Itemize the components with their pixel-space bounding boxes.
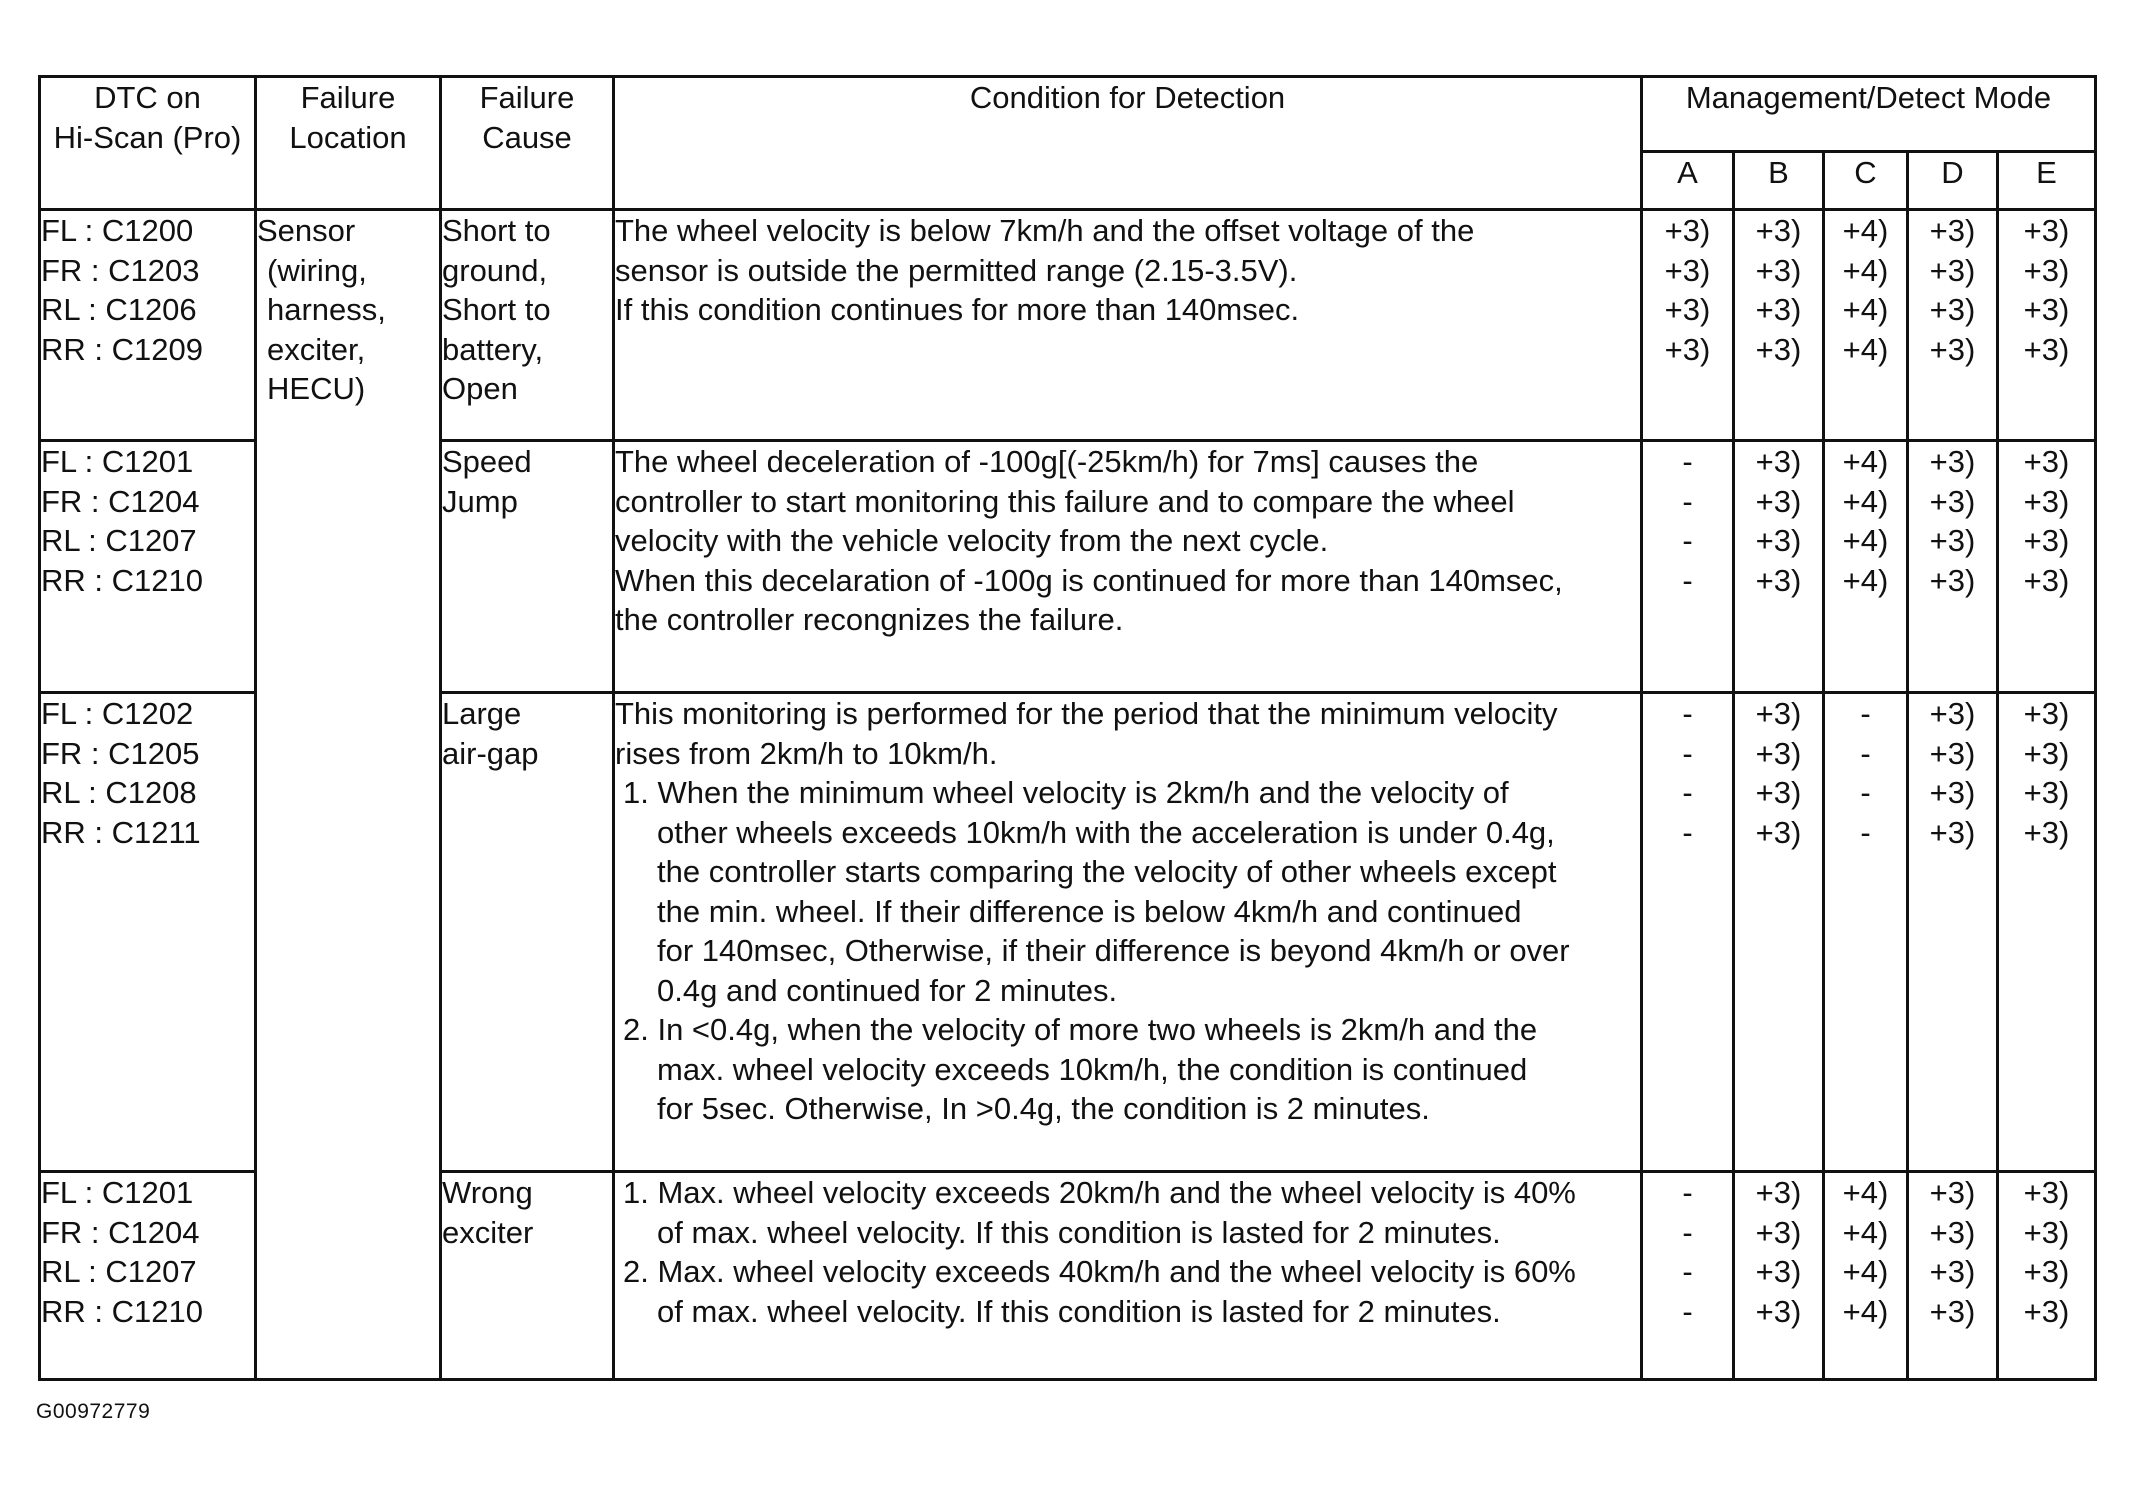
mode-value: +3): [1755, 696, 1802, 731]
mode-value: -: [1860, 735, 1871, 771]
failure-cause-text: Wrong: [442, 1175, 533, 1210]
condition-cell: [614, 1172, 1642, 1380]
mode-value: +3): [1664, 252, 1711, 288]
condition-cell: [614, 693, 1642, 1172]
mode-b-cell: [1734, 210, 1824, 441]
dtc-codes-cell: [40, 210, 256, 441]
failure-location-cell: [256, 210, 441, 1380]
dtc-code: RL : C1207: [41, 1254, 197, 1289]
condition-text: of max. wheel velocity. If this condition is lasted for 2 minutes.: [657, 1293, 1501, 1329]
failure-cause-text: Short to: [442, 213, 551, 248]
mode-value: +3): [1664, 331, 1711, 367]
mode-d-cell: [1908, 441, 1998, 693]
mode-value: +3): [2023, 1293, 2070, 1329]
header-mode-d: D: [1908, 151, 1998, 209]
mode-e-cell: [1998, 441, 2096, 693]
condition-text: 2. Max. wheel velocity exceeds 40km/h and the wheel velocity is 60%: [623, 1254, 1576, 1289]
failure-cause-text: Speed: [442, 444, 532, 479]
failure-location-text: exciter,: [267, 331, 366, 367]
mode-value: +3): [2023, 814, 2070, 850]
mode-value: +3): [2023, 252, 2070, 288]
table-row: [40, 210, 2096, 441]
dtc-code: FR : C1204: [41, 483, 200, 519]
mode-value: +3): [1755, 213, 1802, 248]
failure-cause-text: Large: [442, 696, 522, 731]
mode-value: +3): [1929, 252, 1976, 288]
header-condition: Condition for Detection: [614, 77, 1642, 210]
mode-value: +3): [1755, 1293, 1802, 1329]
mode-value: +3): [1755, 292, 1802, 327]
mode-value: -: [1682, 814, 1693, 850]
mode-value: -: [1682, 1293, 1693, 1329]
condition-text: The wheel velocity is below 7km/h and the offset voltage of the: [615, 213, 1475, 248]
mode-value: +3): [1664, 213, 1711, 248]
condition-list-item: [615, 1252, 1640, 1331]
failure-location-text: Sensor: [257, 213, 356, 248]
mode-value: +3): [2023, 696, 2070, 731]
dtc-code: FL : C1200: [41, 213, 194, 248]
mode-value: +3): [1755, 1254, 1802, 1289]
mode-value: +3): [2023, 1175, 2070, 1210]
dtc-code: RR : C1209: [41, 331, 203, 367]
mode-value: -: [1860, 814, 1871, 850]
mode-value: +3): [2023, 1254, 2070, 1289]
failure-location-text: harness,: [267, 292, 386, 327]
condition-text: This monitoring is performed for the period that the minimum velocity: [615, 696, 1558, 731]
dtc-code: FR : C1203: [41, 252, 200, 288]
failure-cause-cell: [441, 441, 614, 693]
failure-cause-cell: [441, 210, 614, 441]
mode-value: +3): [2023, 483, 2070, 519]
mode-a-cell: [1642, 1172, 1734, 1380]
failure-cause-text: exciter: [442, 1214, 534, 1250]
condition-cell: [614, 441, 1642, 693]
dtc-code: FL : C1201: [41, 444, 194, 479]
mode-value: +3): [1664, 292, 1711, 327]
mode-b-cell: [1734, 693, 1824, 1172]
mode-value: +3): [2023, 331, 2070, 367]
failure-cause-text: ground,: [442, 252, 548, 288]
dtc-codes-cell: [40, 693, 256, 1172]
failure-cause-cell: [441, 1172, 614, 1380]
table-body: [40, 210, 2096, 1380]
mode-value: +4): [1842, 444, 1889, 479]
mode-value: +3): [1755, 735, 1802, 771]
mode-value: -: [1682, 696, 1693, 731]
dtc-table: [38, 75, 2097, 1381]
condition-text: 1. Max. wheel velocity exceeds 20km/h and the wheel velocity is 40%: [623, 1175, 1576, 1210]
mode-value: +3): [1929, 1175, 1976, 1210]
mode-value: +3): [1755, 562, 1802, 598]
mode-value: +3): [1929, 1214, 1976, 1250]
mode-d-cell: [1908, 1172, 1998, 1380]
dtc-code: FL : C1201: [41, 1175, 194, 1210]
mode-value: -: [1860, 696, 1871, 731]
mode-c-cell: [1824, 1172, 1908, 1380]
failure-location-text: (wiring,: [267, 252, 367, 288]
failure-location-text: HECU): [267, 371, 366, 406]
mode-value: +3): [1929, 696, 1976, 731]
dtc-codes-cell: [40, 441, 256, 693]
condition-text: 2. In <0.4g, when the velocity of more two wheels is 2km/h and the: [623, 1012, 1538, 1047]
header-management-detect-mode: Management/Detect Mode: [1642, 77, 2096, 152]
mode-value: -: [1682, 444, 1693, 479]
mode-value: +3): [1755, 1214, 1802, 1250]
condition-list-item: [615, 773, 1640, 1010]
mode-value: +4): [1842, 562, 1889, 598]
condition-text: The wheel deceleration of -100g[(-25km/h) for 7ms] causes the: [615, 444, 1479, 479]
failure-cause-text: battery,: [442, 331, 544, 367]
condition-text: When this decelaration of -100g is continued for more than 140msec,: [615, 562, 1563, 598]
condition-text: the controller recongnizes the failure.: [615, 602, 1124, 637]
mode-value: -: [1682, 562, 1693, 598]
mode-value: +4): [1842, 1175, 1889, 1210]
mode-value: +4): [1842, 252, 1889, 288]
mode-value: +3): [2023, 213, 2070, 248]
header-mode-b: B: [1734, 151, 1824, 209]
mode-value: -: [1682, 775, 1693, 810]
mode-value: -: [1682, 1254, 1693, 1289]
failure-cause-text: air-gap: [442, 735, 539, 771]
mode-e-cell: [1998, 693, 2096, 1172]
mode-value: +4): [1842, 1254, 1889, 1289]
mode-value: +3): [2023, 775, 2070, 810]
mode-value: +3): [1755, 252, 1802, 288]
mode-value: +3): [1755, 523, 1802, 558]
condition-text: 0.4g and continued for 2 minutes.: [657, 972, 1118, 1008]
mode-value: +3): [1755, 331, 1802, 367]
mode-e-cell: [1998, 210, 2096, 441]
condition-text: for 140msec, Otherwise, if their difference is beyond 4km/h or over: [657, 933, 1570, 968]
mode-b-cell: [1734, 1172, 1824, 1380]
failure-cause-text: Open: [442, 371, 518, 406]
failure-cause-cell: [441, 693, 614, 1172]
mode-value: +4): [1842, 1214, 1889, 1250]
mode-value: +3): [2023, 523, 2070, 558]
mode-value: -: [1682, 1214, 1693, 1250]
mode-value: +3): [1929, 1293, 1976, 1329]
header-failure-cause: Failure Cause: [441, 77, 614, 210]
mode-value: +4): [1842, 213, 1889, 248]
mode-value: -: [1682, 735, 1693, 771]
mode-a-cell: [1642, 441, 1734, 693]
dtc-code: RR : C1210: [41, 1293, 203, 1329]
mode-value: +3): [1929, 523, 1976, 558]
dtc-code: RL : C1206: [41, 292, 197, 327]
mode-a-cell: [1642, 210, 1734, 441]
condition-text: for 5sec. Otherwise, In >0.4g, the condition is 2 minutes.: [657, 1091, 1430, 1126]
mode-value: +3): [1929, 775, 1976, 810]
dtc-codes-cell: [40, 1172, 256, 1380]
figure-id: G00972779: [36, 1400, 151, 1423]
mode-value: +3): [1755, 444, 1802, 479]
mode-c-cell: [1824, 693, 1908, 1172]
mode-c-cell: [1824, 210, 1908, 441]
mode-value: +3): [1929, 444, 1976, 479]
mode-c-cell: [1824, 441, 1908, 693]
table-header: [40, 77, 2096, 210]
condition-text: 1. When the minimum wheel velocity is 2km/h and the velocity of: [623, 775, 1509, 810]
mode-value: +3): [1929, 331, 1976, 367]
mode-value: +3): [2023, 562, 2070, 598]
dtc-code: FR : C1205: [41, 735, 200, 771]
condition-text: controller to start monitoring this failure and to compare the wheel: [615, 483, 1515, 519]
mode-value: +3): [1929, 735, 1976, 771]
condition-list-item: [615, 1173, 1640, 1252]
failure-cause-text: Jump: [442, 483, 518, 519]
condition-text: velocity with the vehicle velocity from the next cycle.: [615, 523, 1329, 558]
mode-value: +3): [1929, 213, 1976, 248]
condition-text: rises from 2km/h to 10km/h.: [615, 735, 998, 771]
mode-value: +3): [1929, 562, 1976, 598]
dtc-code: RL : C1207: [41, 523, 197, 558]
header-dtc: DTC on Hi-Scan (Pro): [40, 77, 256, 210]
mode-value: +3): [2023, 735, 2070, 771]
mode-value: +4): [1842, 1293, 1889, 1329]
mode-value: +4): [1842, 331, 1889, 367]
mode-value: +3): [1929, 1254, 1976, 1289]
dtc-code: RR : C1210: [41, 562, 203, 598]
condition-list-item: [615, 1010, 1640, 1129]
header-failure-location: Failure Location: [256, 77, 441, 210]
dtc-code: FL : C1202: [41, 696, 194, 731]
mode-value: +3): [1755, 483, 1802, 519]
dtc-code: RR : C1211: [41, 814, 201, 850]
failure-cause-text: Short to: [442, 292, 551, 327]
condition-text: sensor is outside the permitted range (2.15-3.5V).: [615, 252, 1298, 288]
mode-e-cell: [1998, 1172, 2096, 1380]
mode-value: +3): [1929, 292, 1976, 327]
mode-d-cell: [1908, 210, 1998, 441]
mode-value: +3): [1755, 1175, 1802, 1210]
condition-text: of max. wheel velocity. If this condition is lasted for 2 minutes.: [657, 1214, 1501, 1250]
header-mode-c: C: [1824, 151, 1908, 209]
mode-value: +3): [1929, 483, 1976, 519]
mode-value: -: [1682, 1175, 1693, 1210]
condition-text: max. wheel velocity exceeds 10km/h, the condition is continued: [657, 1051, 1528, 1087]
mode-b-cell: [1734, 441, 1824, 693]
header-mode-a: A: [1642, 151, 1734, 209]
mode-value: +3): [2023, 1214, 2070, 1250]
dtc-code: RL : C1208: [41, 775, 197, 810]
mode-value: +3): [1755, 775, 1802, 810]
mode-value: +4): [1842, 292, 1889, 327]
mode-value: -: [1682, 523, 1693, 558]
mode-value: +3): [2023, 292, 2070, 327]
condition-cell: [614, 210, 1642, 441]
mode-value: +4): [1842, 523, 1889, 558]
mode-value: +3): [1929, 814, 1976, 850]
mode-a-cell: [1642, 693, 1734, 1172]
condition-text: the min. wheel. If their difference is below 4km/h and continued: [657, 893, 1522, 929]
mode-d-cell: [1908, 693, 1998, 1172]
mode-value: -: [1682, 483, 1693, 519]
header-mode-e: E: [1998, 151, 2096, 209]
condition-text: other wheels exceeds 10km/h with the acceleration is under 0.4g,: [657, 814, 1555, 850]
mode-value: +4): [1842, 483, 1889, 519]
mode-value: +3): [1755, 814, 1802, 850]
dtc-code: FR : C1204: [41, 1214, 200, 1250]
condition-text: If this condition continues for more than 140msec.: [615, 292, 1300, 327]
mode-value: +3): [2023, 444, 2070, 479]
mode-value: -: [1860, 775, 1871, 810]
condition-text: the controller starts comparing the velocity of other wheels except: [657, 854, 1557, 889]
